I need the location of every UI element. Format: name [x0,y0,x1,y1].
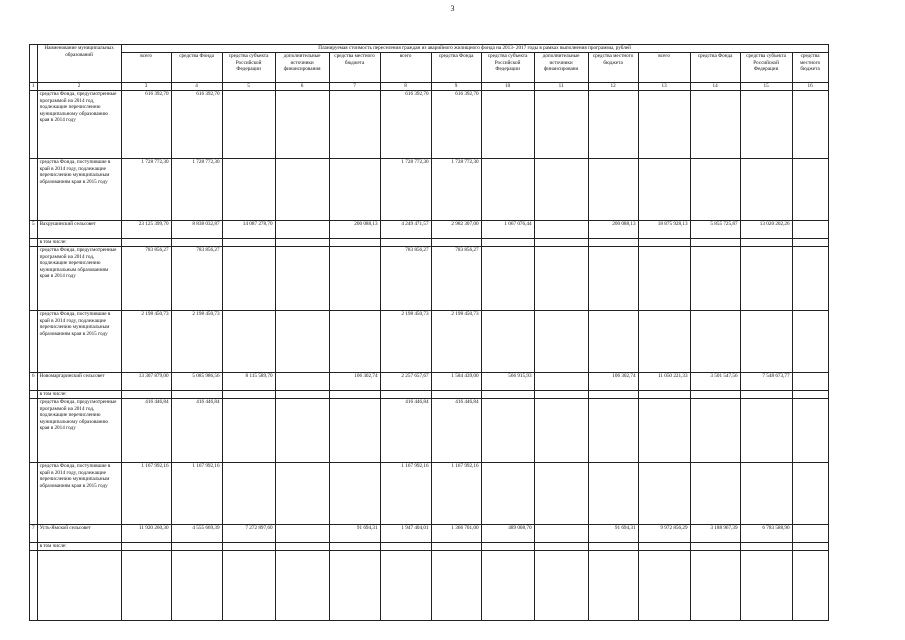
amount-cell: 13 020 202,26 [740,221,792,239]
column-number: 3 [121,83,171,91]
row-municipality-name: средства Фонда, предусмотренные программой на 2014 год, подлежащие перечислению муниципальному образованию края в 2014 году [37,91,121,159]
row-municipality-name: Вахрушинский сельсовет [37,221,121,239]
amount-cell: 200 088,13 [588,221,638,239]
amount-cell: 5 085 986,56 [171,373,222,391]
row-municipality-name: средства Фонда, поступившие в край в 2014 году, подлежащие перечислению муниципальным образованиям края в 2015 году [37,463,121,525]
amount-cell: 7 272 897,60 [222,525,275,543]
amount-cell [329,239,380,247]
amount-cell [638,391,690,399]
amount-cell [275,91,329,159]
amount-cell [690,159,740,221]
amount-cell [329,247,380,311]
row-number [30,551,38,621]
amount-cell: 8 838 032,87 [171,221,222,239]
amount-cell [329,399,380,463]
column-number: 8 [380,83,431,91]
amount-cell: 8 115 589,70 [222,373,275,391]
amount-cell [275,543,329,551]
amount-cell: 783 856,27 [171,247,222,311]
header-sub: средства местного бюджета [329,53,380,83]
amount-cell [481,247,534,311]
amount-cell [534,247,588,311]
amount-cell [275,311,329,373]
column-number: 15 [740,83,792,91]
amount-cell: 1 728 772,30 [431,159,481,221]
amount-cell [638,551,690,621]
amount-cell [638,543,690,551]
amount-cell [792,399,828,463]
amount-cell [638,463,690,525]
amount-cell: 616 392,70 [431,91,481,159]
header-sub: средства субъекта Российской Федерации [481,53,534,83]
column-number: 1 [30,83,38,91]
amount-cell: 14 087 278,70 [222,221,275,239]
amount-cell [534,525,588,543]
amount-cell: 13 307 879,00 [121,373,171,391]
amount-cell [431,391,481,399]
row-municipality-name: средства Фонда, поступившие в край в 2014 году, подлежащие перечислению муниципальным образованиям края в 2015 году [37,311,121,373]
header-municipality: Наименование муниципальных образований [37,45,121,83]
row-number [30,91,38,159]
amount-cell [275,525,329,543]
amount-cell: 616 392,70 [380,91,431,159]
amount-cell [431,239,481,247]
table-row [30,463,829,525]
row-number [30,391,38,399]
amount-cell: 783 856,27 [380,247,431,311]
header-sub: средства субъекта Российской Федерации [222,53,275,83]
column-number: 16 [792,83,828,91]
amount-cell [431,543,481,551]
header-sub: средства субъекта Российской Федерации [740,53,792,83]
amount-cell: 1 366 701,00 [431,525,481,543]
table-row [30,247,829,311]
column-number: 6 [275,83,329,91]
amount-cell [740,463,792,525]
amount-cell [534,373,588,391]
amount-cell [329,543,380,551]
table-row [30,91,829,159]
amount-cell [588,551,638,621]
amount-cell [481,239,534,247]
amount-cell [638,159,690,221]
header-number-col [30,45,38,83]
header-sub: всего [121,53,171,83]
amount-cell [275,159,329,221]
amount-cell [481,543,534,551]
amount-cell: 11 050 221,33 [638,373,690,391]
amount-cell [740,543,792,551]
amount-cell [275,391,329,399]
amount-cell [690,247,740,311]
header-sub: средства местного бюджета [792,53,828,83]
row-number [30,543,38,551]
amount-cell [171,391,222,399]
row-number [30,247,38,311]
amount-cell [171,543,222,551]
amount-cell [740,91,792,159]
amount-cell [431,551,481,621]
amount-cell [534,311,588,373]
amount-cell [222,311,275,373]
amount-cell [222,463,275,525]
amount-cell [690,391,740,399]
amount-cell [638,399,690,463]
amount-cell [588,311,638,373]
amount-cell: 1 167 992,16 [380,463,431,525]
row-municipality-name: средства Фонда, предусмотренные программой на 2014 год, подлежащие перечислению муниципальному образованию края в 2014 году [37,399,121,463]
amount-cell [740,239,792,247]
amount-cell: 2 257 657,67 [380,373,431,391]
amount-cell: 2 198 450,73 [121,311,171,373]
amount-cell [638,247,690,311]
header-sub: всего [380,53,431,83]
amount-cell [275,247,329,311]
amount-cell [275,239,329,247]
amount-cell [534,551,588,621]
amount-cell [690,311,740,373]
program-cost-table [29,44,829,621]
amount-cell [588,247,638,311]
amount-cell [690,543,740,551]
header-sub: средства Фонда [690,53,740,83]
table-row [30,373,829,391]
amount-cell [380,239,431,247]
row-municipality-name: в том числе: [37,391,121,399]
amount-cell: 3 501 547,56 [690,373,740,391]
amount-cell: 2 982 307,00 [431,221,481,239]
amount-cell: 106 302,74 [329,373,380,391]
table-row [30,543,829,551]
amount-cell [588,391,638,399]
amount-cell [792,373,828,391]
amount-cell [481,159,534,221]
amount-cell: 91 694,31 [329,525,380,543]
row-municipality-name [37,551,121,621]
amount-cell [121,391,171,399]
amount-cell [740,247,792,311]
amount-cell: 416 446,84 [431,399,481,463]
amount-cell [534,543,588,551]
amount-cell [588,463,638,525]
amount-cell: 783 856,27 [431,247,481,311]
amount-cell [690,399,740,463]
amount-cell: 616 392,70 [171,91,222,159]
amount-cell [638,311,690,373]
amount-cell [740,551,792,621]
table-row [30,239,829,247]
amount-cell [534,91,588,159]
table-row [30,399,829,463]
amount-cell: 2 198 450,73 [431,311,481,373]
amount-cell: 416 446,84 [121,399,171,463]
amount-cell [380,551,431,621]
amount-cell: 106 302,74 [588,373,638,391]
row-municipality-name: Усть-Ямской сельсовет [37,525,121,543]
column-number: 10 [481,83,534,91]
amount-cell [275,221,329,239]
amount-cell [222,239,275,247]
amount-cell: 23 125 399,70 [121,221,171,239]
column-number: 13 [638,83,690,91]
column-number: 9 [431,83,481,91]
row-municipality-name: в том числе: [37,239,121,247]
row-number [30,463,38,525]
column-number: 4 [171,83,222,91]
amount-cell [740,391,792,399]
table-row [30,311,829,373]
amount-cell [792,525,828,543]
amount-cell [588,399,638,463]
row-number: 6 [30,373,38,391]
amount-cell [329,391,380,399]
amount-cell: 11 920 260,30 [121,525,171,543]
header-group-title: Планируемая стоимость переселения граждан из аварийного жилищного фонда на 2013- 2017 годы в рамках выполнения программы, рублей [121,45,828,53]
amount-cell: 3 188 967,39 [690,525,740,543]
amount-cell: 489 008,70 [481,525,534,543]
amount-cell: 1 728 772,30 [121,159,171,221]
page-number: 3 [450,4,455,13]
column-number: 11 [534,83,588,91]
row-number: 7 [30,525,38,543]
amount-cell [481,391,534,399]
amount-cell [792,463,828,525]
amount-cell [588,239,638,247]
amount-cell [329,91,380,159]
header-sub: средства Фонда [431,53,481,83]
amount-cell: 91 694,31 [588,525,638,543]
table-row [30,551,829,621]
amount-cell [275,373,329,391]
table-row [30,391,829,399]
amount-cell: 4 555 669,39 [171,525,222,543]
amount-cell [690,91,740,159]
amount-cell [534,221,588,239]
amount-cell [380,391,431,399]
column-number: 5 [222,83,275,91]
amount-cell [588,543,638,551]
row-number [30,311,38,373]
column-number: 12 [588,83,638,91]
table-row [30,221,829,239]
amount-cell [534,463,588,525]
column-number: 14 [690,83,740,91]
amount-cell [329,159,380,221]
amount-cell [588,91,638,159]
amount-cell [222,399,275,463]
amount-cell: 1 067 076,44 [481,221,534,239]
table-body [30,91,829,621]
amount-cell [638,239,690,247]
amount-cell [792,221,828,239]
row-municipality-name: Новомаргаринский сельсовет [37,373,121,391]
amount-cell [792,311,828,373]
table-row [30,159,829,221]
row-number [30,399,38,463]
amount-cell [690,239,740,247]
amount-cell: 4 249 471,57 [380,221,431,239]
amount-cell [275,463,329,525]
amount-cell [740,311,792,373]
amount-cell: 6 783 588,90 [740,525,792,543]
amount-cell: 1 728 772,30 [171,159,222,221]
column-number-row [30,83,829,91]
amount-cell [121,239,171,247]
amount-cell [792,543,828,551]
amount-cell [171,551,222,621]
amount-cell: 9 972 856,29 [638,525,690,543]
amount-cell [690,463,740,525]
amount-cell [690,551,740,621]
amount-cell [638,91,690,159]
amount-cell [740,159,792,221]
amount-cell: 5 855 725,87 [690,221,740,239]
amount-cell: 2 198 450,73 [380,311,431,373]
amount-cell [222,543,275,551]
amount-cell: 18 875 928,13 [638,221,690,239]
amount-cell: 1 947 404,01 [380,525,431,543]
amount-cell [275,399,329,463]
amount-cell: 1 167 992,16 [121,463,171,525]
amount-cell [380,543,431,551]
amount-cell: 2 198 450,73 [171,311,222,373]
column-number: 2 [37,83,121,91]
amount-cell: 1 167 992,16 [431,463,481,525]
amount-cell: 416 446,84 [171,399,222,463]
row-number: 5 [30,221,38,239]
row-municipality-name: средства Фонда, поступившие в край в 2014 году, подлежащие перечислению муниципальным образованиям края в 2015 году [37,159,121,221]
amount-cell [792,91,828,159]
amount-cell: 416 446,84 [380,399,431,463]
amount-cell: 1 167 992,16 [171,463,222,525]
amount-cell [222,91,275,159]
amount-cell [792,391,828,399]
row-number [30,239,38,247]
column-number: 7 [329,83,380,91]
amount-cell: 200 088,13 [329,221,380,239]
amount-cell [222,551,275,621]
table-row [30,525,829,543]
amount-cell [329,463,380,525]
amount-cell [792,551,828,621]
amount-cell: 783 856,27 [121,247,171,311]
row-number [30,159,38,221]
amount-cell: 566 915,93 [481,373,534,391]
amount-cell [792,239,828,247]
amount-cell [792,159,828,221]
header-sub: средства Фонда [171,53,222,83]
row-municipality-name: средства Фонда, предусмотренные программой на 2014 год, подлежащие перечислению муниципальным образованиям края в 2014 году [37,247,121,311]
header-sub: дополнительные источники финансировани [534,53,588,83]
amount-cell [792,247,828,311]
amount-cell [534,391,588,399]
amount-cell [588,159,638,221]
amount-cell [222,247,275,311]
amount-cell [481,311,534,373]
amount-cell: 7 548 673,77 [740,373,792,391]
amount-cell [222,159,275,221]
amount-cell [275,551,329,621]
amount-cell [740,399,792,463]
amount-cell: 1 728 772,30 [380,159,431,221]
amount-cell [329,551,380,621]
amount-cell [481,91,534,159]
amount-cell [222,391,275,399]
amount-cell [481,551,534,621]
amount-cell: 616 392,70 [121,91,171,159]
amount-cell [534,239,588,247]
amount-cell [171,239,222,247]
amount-cell [534,399,588,463]
amount-cell: 1 584 439,00 [431,373,481,391]
row-municipality-name: в том числе: [37,543,121,551]
amount-cell [121,543,171,551]
amount-cell [481,463,534,525]
amount-cell [329,311,380,373]
amount-cell [481,399,534,463]
amount-cell [534,159,588,221]
amount-cell [121,551,171,621]
header-sub: средства местного бюджета [588,53,638,83]
header-sub: дополнительные источники финансирования [275,53,329,83]
header-sub: всего [638,53,690,83]
